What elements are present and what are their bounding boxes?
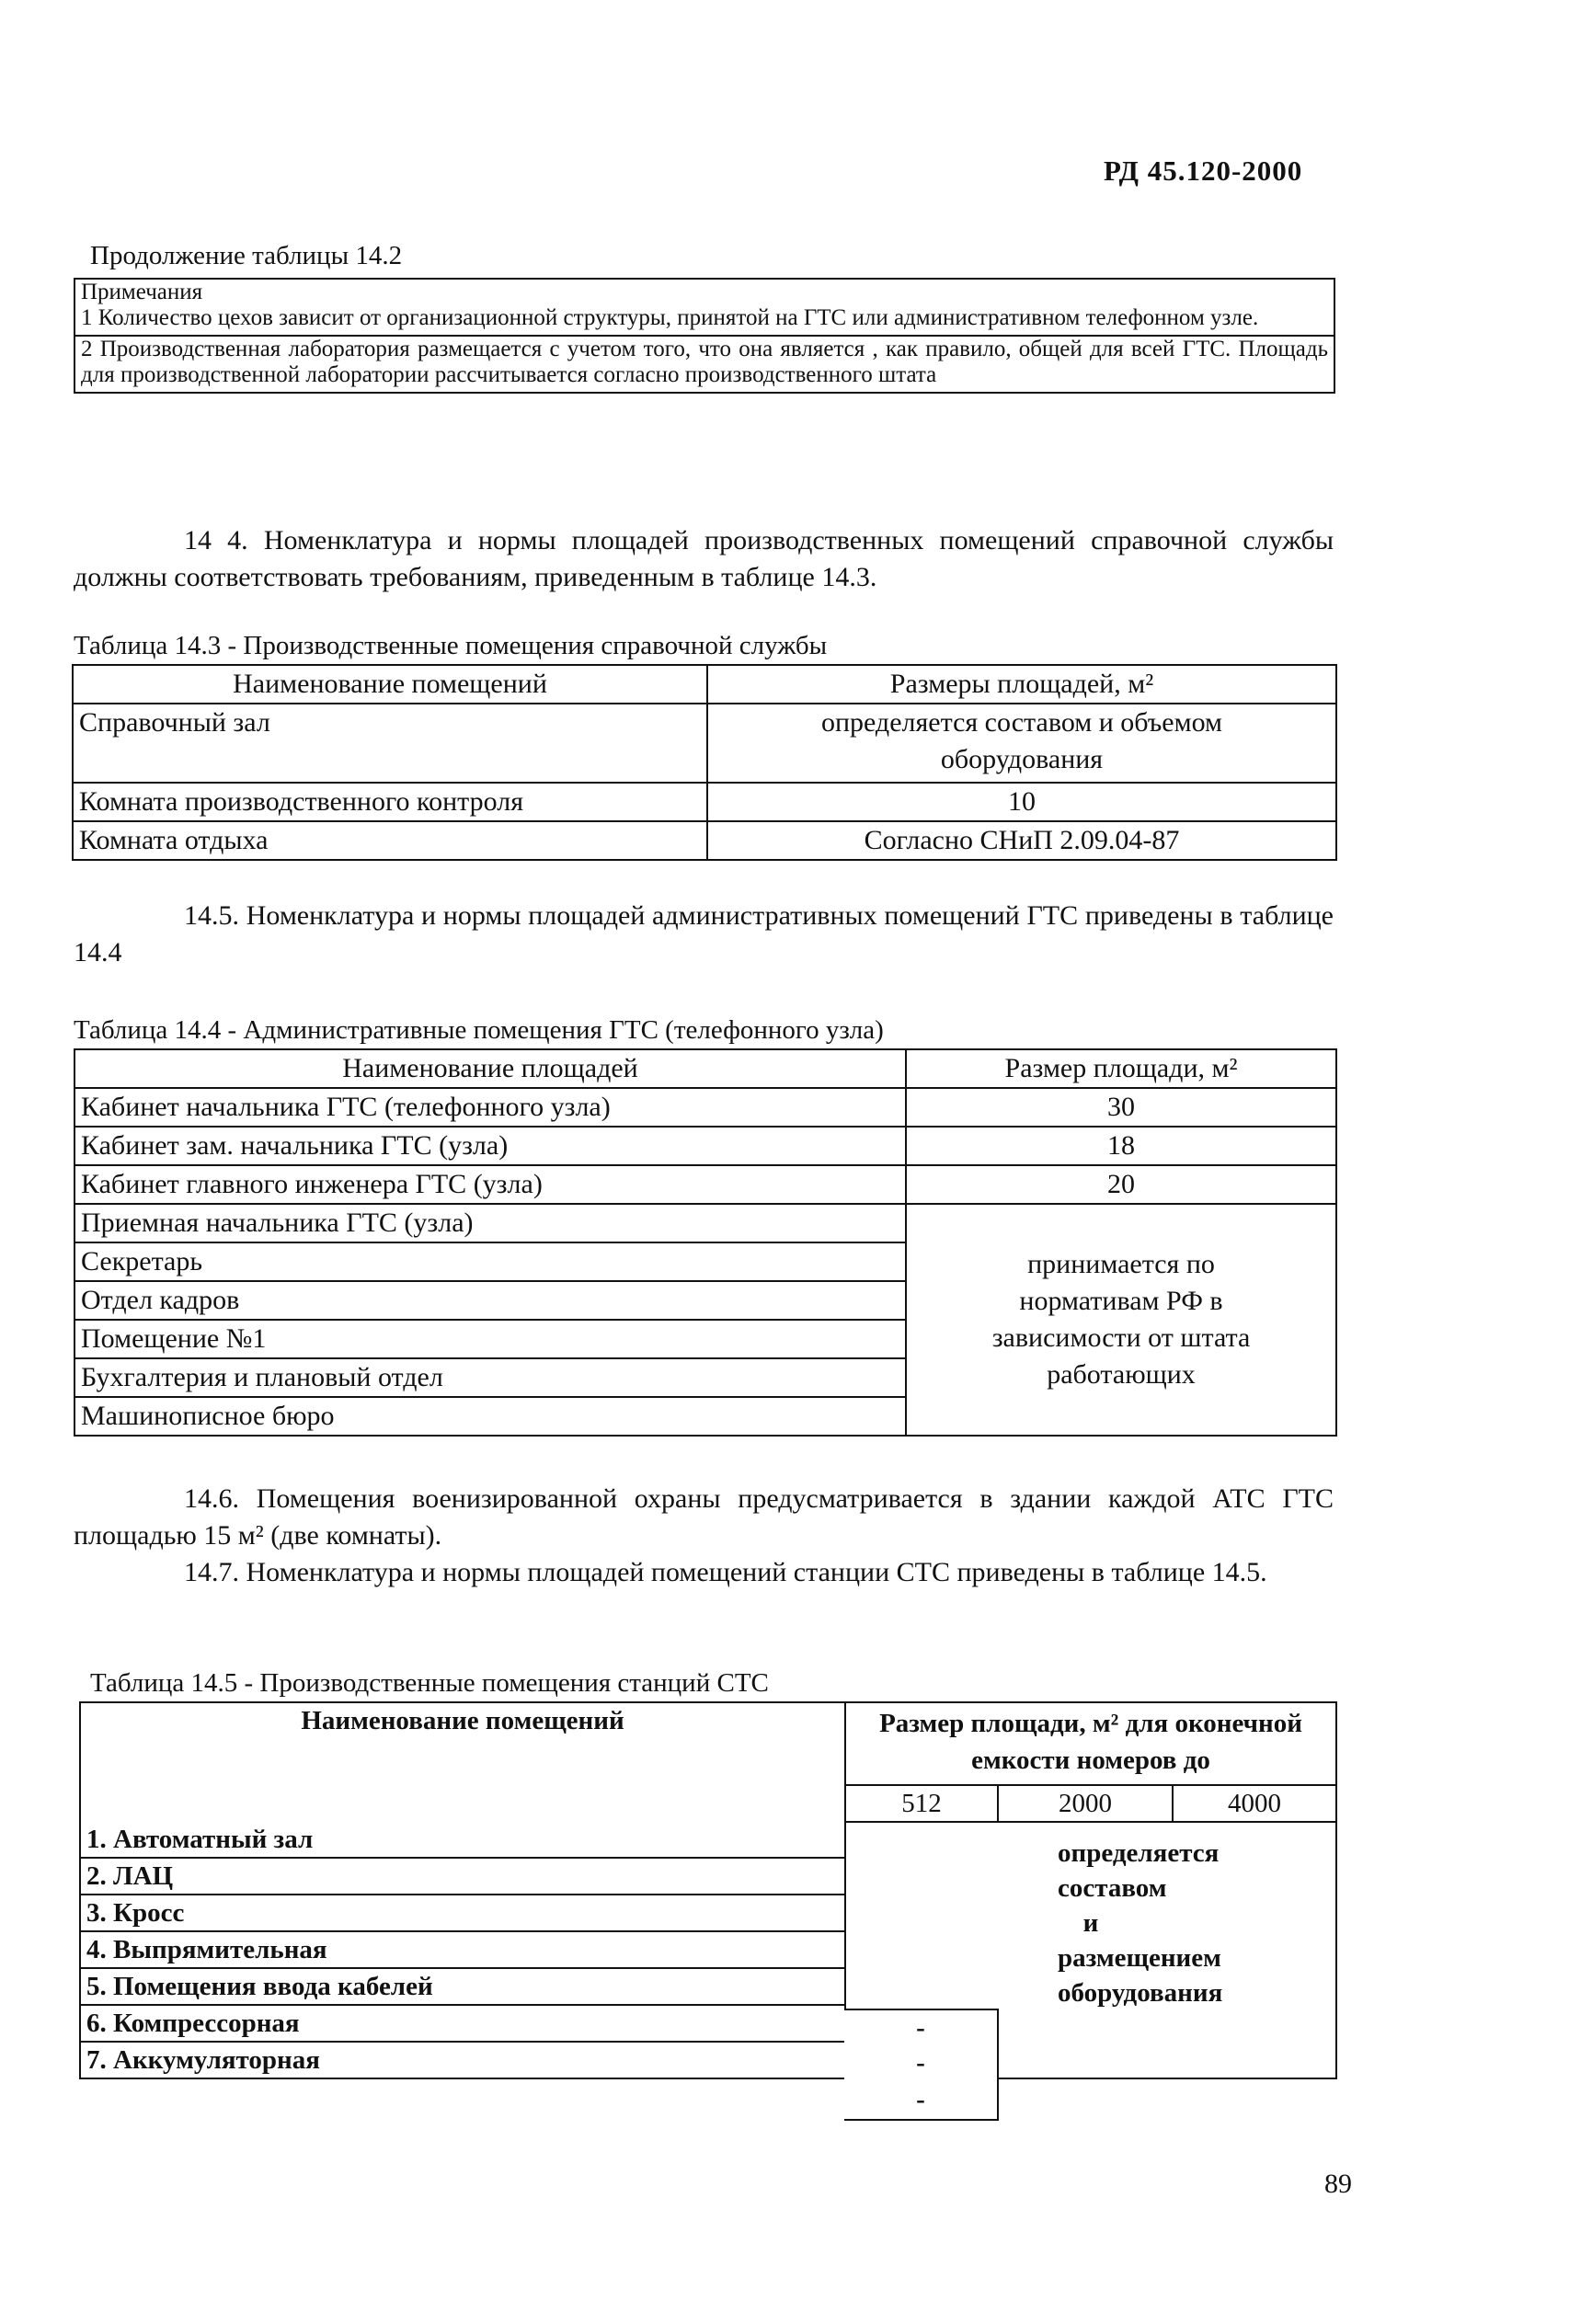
table-14-3 [72,664,1337,861]
table-cell: Согласно СНиП 2.09.04-87 [707,821,1336,860]
table-cell: 6. Компрессорная [80,2005,845,2042]
merged-norm-cell: принимается по нормативам РФ в зависимости от штата работающих [906,1204,1336,1436]
table-cell: Приемная начальника ГТС (узла) [74,1204,906,1242]
page-number: 89 [1324,2169,1352,2199]
table-cell: Кабинет зам. начальника ГТС (узла) [74,1127,906,1165]
table-cell: 7. Аккумуляторная [80,2042,845,2078]
table-cell: 30 [906,1088,1336,1127]
table-cell: 4. Выпрямительная [80,1931,845,1968]
header-cell: Размеры площадей, м² [707,665,1336,704]
table-cell: Секретарь [74,1242,906,1281]
table-cell: 2. ЛАЦ [80,1858,845,1895]
table-14-5-caption: Таблица 14.5 - Производственные помещения станций СТС [90,1668,769,1698]
table-14-4-caption: Таблица 14.4 - Административные помещения ГТС (телефонного узла) [74,1015,884,1045]
header-cell: Размер площади, м² [906,1049,1336,1088]
capacity-cell: 512 [845,1785,998,1822]
table-cell: Справочный зал [73,704,707,783]
document-code: РД 45.120-2000 [1104,155,1303,187]
table-cell: Кабинет начальника ГТС (телефонного узла) [74,1088,906,1127]
table-cell: Машинописное бюро [74,1397,906,1436]
table-row [73,783,1336,821]
table-row [73,704,1336,783]
table-cell: Бухгалтерия и плановый отдел [74,1358,906,1397]
note-2: 2 Производственная лаборатория размещается с учетом того, что она является , как правило, общей для всей ГТС. Площадь для производственной лаборатории рассчитывается согласно производственного штата [74,336,1334,393]
dash-cell: - [844,2045,999,2084]
table-cell: определяется составом и объемом оборудования [707,704,1336,783]
paragraph-14-7: 14.7. Номенклатура и нормы площадей помещений станции СТС приведены в таблице 14.5. [184,1557,1267,1587]
paragraph-14-4: 14 4. Номенклатура и нормы площадей производственных помещений справочной службы должны соответствовать требованиям, приведенным в таблице 14.3. [74,525,1334,592]
paragraph-14-5: 14.5. Номенклатура и нормы площадей административных помещений ГТС приведены в таблице 14.4 [74,900,1334,967]
notes-table [74,278,1335,394]
table-cell: 1. Автоматный зал [80,1822,845,1858]
table-header-row [80,1702,1336,1785]
table-cell: Комната отдыха [73,821,707,860]
header-cell-name: Наименование помещений [80,1702,845,1822]
table-14-3-caption: Таблица 14.3 - Производственные помещения справочной службы [74,631,828,660]
table-cell: 20 [906,1165,1336,1204]
capacity-cell: 2000 [998,1785,1173,1822]
table-cell: 18 [906,1127,1336,1165]
header-cell-size: Размер площади, м² для оконечной емкости номеров до [845,1702,1336,1785]
header-cell: Наименование площадей [74,1049,906,1088]
table-14-5 [79,1701,1337,2079]
note-1: 1 Количество цехов зависит от организационной структуры, принятой на ГТС или административном телефонном узле. [74,305,1334,336]
table-cell: 3. Кросс [80,1895,845,1931]
paragraph-14-6: 14.6. Помещения военизированной охраны предусматривается в здании каждой АТС ГТС площадью 15 м² (две комнаты). [74,1483,1334,1551]
header-cell: Наименование помещений [73,665,707,704]
table-cell: Помещение №1 [74,1320,906,1358]
table-cell: 5. Помещения ввода кабелей [80,1968,845,2005]
table-row [73,821,1336,860]
table-header-row [74,1049,1336,1088]
table-cell: Кабинет главного инженера ГТС (узла) [74,1165,906,1204]
table-row [74,1204,1336,1242]
table-14-4 [74,1048,1337,1437]
notes-title: Примечания [74,279,1334,305]
table-row [74,1088,1336,1127]
table-cell: 10 [707,783,1336,821]
table-row [80,1822,1336,1858]
dash-cell: - [844,2082,999,2121]
table-row [74,1165,1336,1204]
capacity-cell: 4000 [1173,1785,1336,1822]
table-header-row [73,665,1336,704]
table-continuation-caption: Продолжение таблицы 14.2 [90,241,403,270]
table-cell: Комната производственного контроля [73,783,707,821]
table-cell: Отдел кадров [74,1281,906,1320]
merged-norm-cell: определяется составом и размещением оборудования [845,1822,1336,2078]
dash-cell: - [844,2009,999,2049]
table-row [74,1127,1336,1165]
